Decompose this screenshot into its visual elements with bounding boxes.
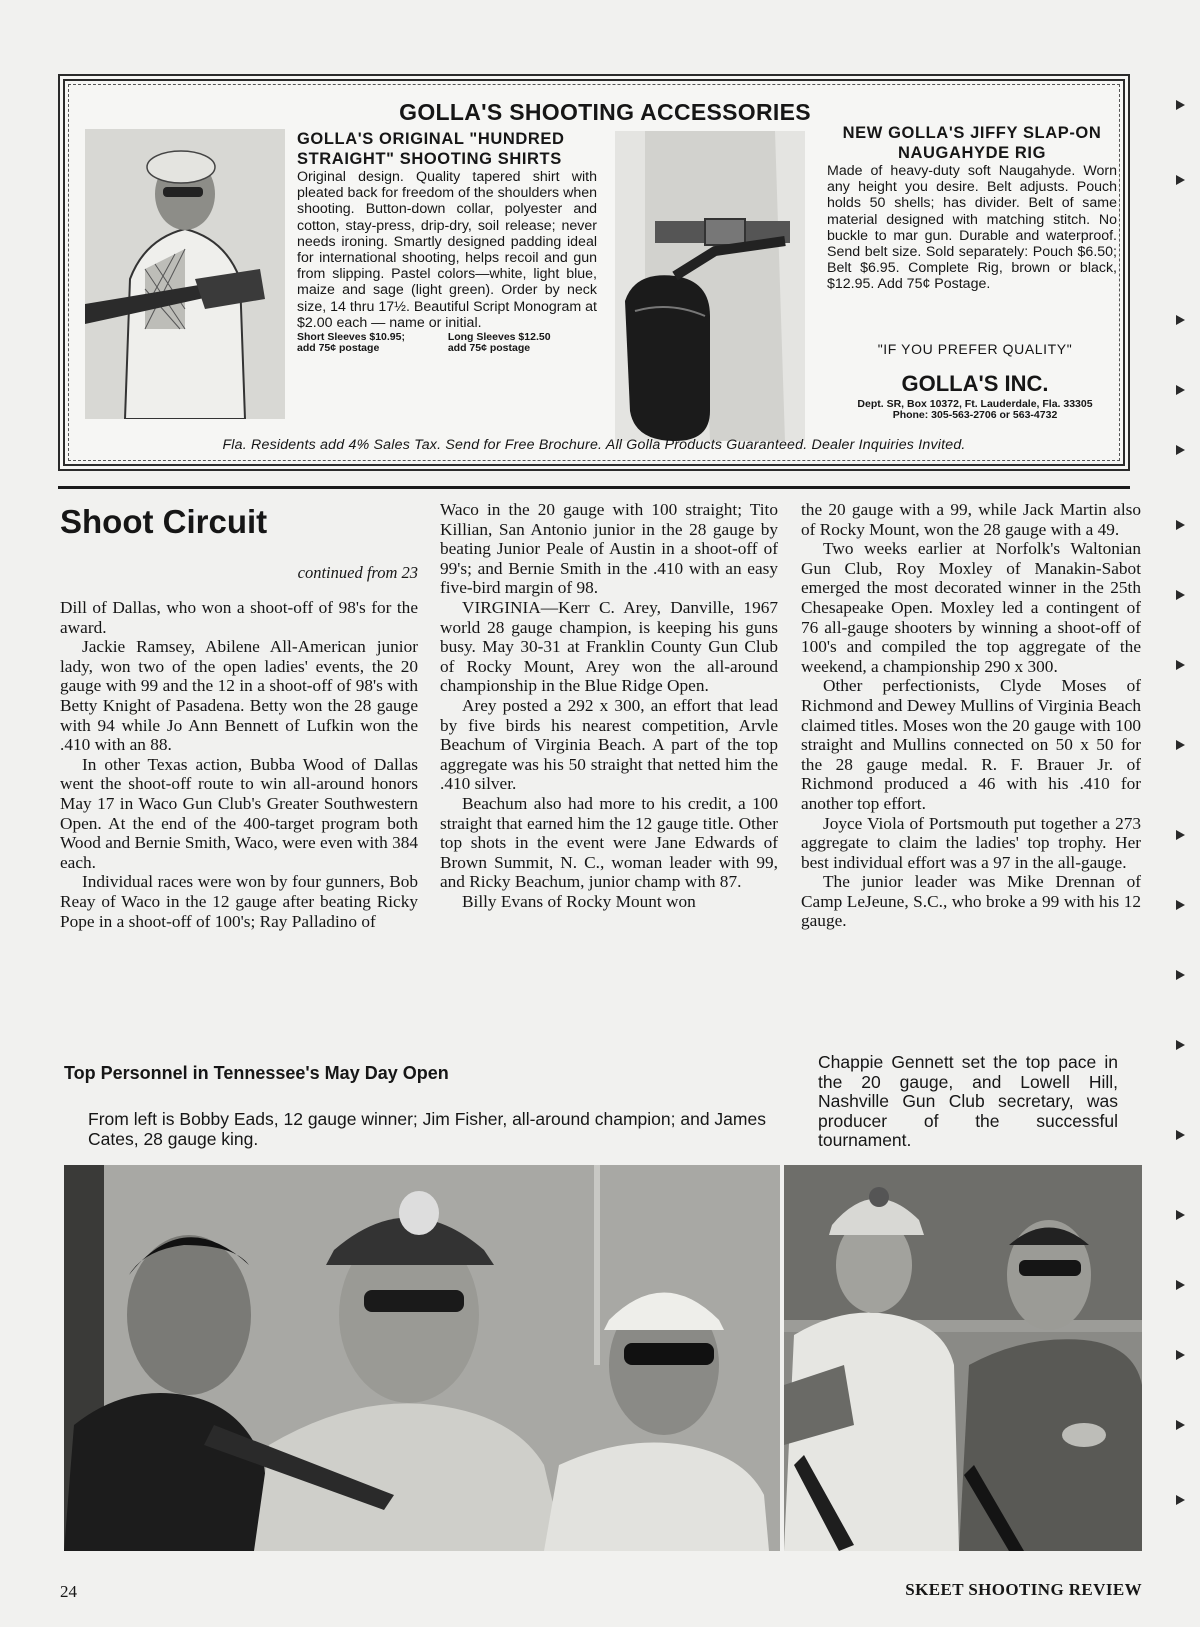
arrow-mark	[1176, 1420, 1185, 1430]
short-sleeve-price	[297, 332, 436, 354]
long-sleeve-price-text: Long Sleeves $12.50	[447, 331, 551, 344]
shirts-body: Original design. Quality tapered shirt with pleated back for freedom of the shoulders when shooting. Button-down collar, polyester and cotton, stay-press, drip-dry, soil release; never needs ironing. Smartly designed padding ideal for international shooting, helps recoil and gun from slipping. Pastel colors—white, light blue, maize and sage (light green). Order by neck size, 14 thru 17½. Beautiful Script Monogram at $2.00 each — name or initial.	[297, 169, 597, 331]
shirts-description	[297, 129, 597, 354]
paragraph: Two weeks earlier at Norfolk's Waltonian Gun Club, Roy Moxley of Manakin-Sabot emerged the most decorated winner in the 25th Chesapeake Open. Moxley led a contingent of 76 all-gauge shooters by winning a shoot-off of 100's and compiled the top aggregate of the weekend, a championship 290 x 300.	[801, 539, 1141, 676]
margin-arrow-marks	[1176, 100, 1192, 1600]
paragraph: Waco in the 20 gauge with 100 straight; Tito Killian, San Antonio junior in the 28 gauge by beating Junior Peale of Austin in a shoot-off of 99's; and Bernie Smith in the .410 with an easy five-bird margin of 98.	[440, 500, 778, 598]
golla-advertisement	[58, 74, 1130, 471]
shell-pouch-rig-photo	[615, 131, 805, 441]
phone-line: Phone: 305-563-2706 or 563-4732	[892, 409, 1058, 421]
arrow-mark	[1176, 660, 1185, 670]
long-sleeve-price	[448, 332, 587, 354]
shirts-heading: GOLLA'S ORIGINAL "HUNDRED STRAIGHT" SHOOTING SHIRTS	[297, 130, 565, 168]
paragraph: In other Texas action, Bubba Wood of Dallas went the shoot-off route to win all-around honors May 17 in Waco Gun Club's Greater Southwestern Open. At the end of the 400-target program both Wood and Bernie Smith, Waco, were even with 384 each.	[60, 754, 418, 872]
company-name: GOLLA'S INC.	[901, 371, 1049, 396]
rig-body: Made of heavy-duty soft Naugahyde. Worn any height you desire. Belt adjusts. Pouch holds 50 shells; has divider. Belt of same material designed with matching stitch. No buckle to mar gun. Durable and waterproof. Send belt size. Sold separately: Pouch $6.50; Belt $6.95. Complete Rig, brown or black, $12.95. Add 75¢ Postage.	[827, 163, 1117, 293]
page-number: 24	[60, 1582, 77, 1601]
arrow-mark	[1176, 100, 1185, 110]
arrow-mark	[1176, 1210, 1185, 1220]
quality-slogan: "IF YOU PREFER QUALITY"	[877, 341, 1073, 357]
rig-heading: NEW GOLLA'S JIFFY SLAP-ON NAUGAHYDE RIG	[842, 124, 1102, 162]
paragraph: Dill of Dallas, who won a shoot-off of 98's for the award.	[60, 598, 418, 637]
shirt-prices	[297, 332, 597, 354]
photo-caption-right: Chappie Gennett set the top pace in the 20 gauge, and Lowell Hill, Nashville Gun Club secretary, was producer of the successful tournament.	[818, 1052, 1118, 1150]
photo-caption-left: From left is Bobby Eads, 12 gauge winner; Jim Fisher, all-around champion; and James Cates, 28 gauge king.	[88, 1109, 766, 1149]
shooting-shirt-photo	[85, 129, 285, 419]
arrow-mark	[1176, 970, 1185, 980]
paragraph: the 20 gauge with a 99, while Jack Martin also of Rocky Mount, won the 28 gauge with a 49.	[801, 500, 1141, 539]
arrow-mark	[1176, 1040, 1185, 1050]
ad-title: GOLLA'S SHOOTING ACCESSORIES	[399, 99, 811, 125]
article-headline: Shoot Circuit	[60, 503, 268, 540]
paragraph: VIRGINIA—Kerr C. Arey, Danville, 1967 world 28 gauge champion, is keeping his guns busy. May 30-31 at Franklin County Gun Club of Rocky Mount, Arey won the all-around championship in the Blue Ridge Open.	[440, 597, 778, 696]
paragraph: Beachum also had more to his credit, a 100 straight that earned him the 12 gauge title. Other top shots in the event were Jane Edwards of Brown Summit, N. C., woman leader with 99, and Ricky Beachum, junior champ with 87.	[440, 793, 778, 892]
address-line: Dept. SR, Box 10372, Ft. Lauderdale, Fla. 33305	[857, 398, 1093, 410]
paragraph: Arey posted a 292 x 300, an effort that lead by five birds his nearest competition, Arvle Beachum of Virginia Beach. A part of the top aggregate was his 50 straight that netted him the .410 silver.	[440, 695, 778, 794]
rig-description	[827, 123, 1117, 293]
paragraph: The junior leader was Mike Drennan of Camp LeJeune, S.C., who broke a 99 with his 12 gauge.	[801, 872, 1141, 931]
paragraph: Other perfectionists, Clyde Moses of Richmond and Dewey Mullins of Virginia Beach claimed titles. Moses won the 20 gauge with 100 straight and Mullins connected on 50 x 50 for the 28 gauge medal. R. F. Brauer Jr. of Richmond produced a 46 with his .410 for another top effort.	[801, 676, 1141, 813]
arrow-mark	[1176, 445, 1185, 455]
continued-from-note: continued from 23	[297, 563, 418, 582]
article-column-3	[801, 500, 1141, 931]
long-sleeve-postage: add 75¢ postage	[447, 342, 531, 355]
ad-footer-note: Fla. Residents add 4% Sales Tax. Send for Free Brochure. All Golla Products Guaranteed. Dealer Inquiries Invited.	[222, 437, 966, 453]
arrow-mark	[1176, 1280, 1185, 1290]
two-officials-photo	[784, 1165, 1142, 1551]
article-column-2	[440, 500, 778, 911]
article-column-1	[60, 598, 418, 931]
three-winners-photo	[64, 1165, 780, 1551]
arrow-mark	[1176, 1130, 1185, 1140]
arrow-mark	[1176, 1350, 1185, 1360]
photo-caption-heading: Top Personnel in Tennessee's May Day Open	[64, 1063, 449, 1083]
arrow-mark	[1176, 900, 1185, 910]
arrow-mark	[1176, 385, 1185, 395]
short-sleeve-postage: add 75¢ postage	[297, 342, 380, 355]
short-sleeve-price-text: Short Sleeves $10.95;	[297, 331, 405, 344]
paragraph: Billy Evans of Rocky Mount won	[462, 891, 696, 911]
company-address	[827, 399, 1123, 421]
paragraph: Joyce Viola of Portsmouth put together a 273 aggregate to claim the ladies' top trophy. Her best individual effort was a 97 in the all-gauge.	[801, 813, 1141, 872]
arrow-mark	[1176, 520, 1185, 530]
arrow-mark	[1176, 830, 1185, 840]
arrow-mark	[1176, 590, 1185, 600]
magazine-name: SKEET SHOOTING REVIEW	[905, 1580, 1142, 1599]
paragraph: Jackie Ramsey, Abilene All-American junior lady, won two of the open ladies' events, the 20 gauge with 99 and the 12 in a shoot-off of 98's with Betty Knight of Pasadena. Betty won the 28 gauge with 94 while Jo Ann Bennett of Lufkin won the .410 with an 88.	[60, 637, 418, 755]
paragraph: Individual races were won by four gunners, Bob Reay of Waco in the 12 gauge after beating Ricky Pope in a shoot-off of 100's; Ray Palladino of	[60, 872, 418, 931]
arrow-mark	[1176, 740, 1185, 750]
section-divider	[58, 486, 1130, 489]
arrow-mark	[1176, 1495, 1185, 1505]
arrow-mark	[1176, 175, 1185, 185]
arrow-mark	[1176, 315, 1185, 325]
